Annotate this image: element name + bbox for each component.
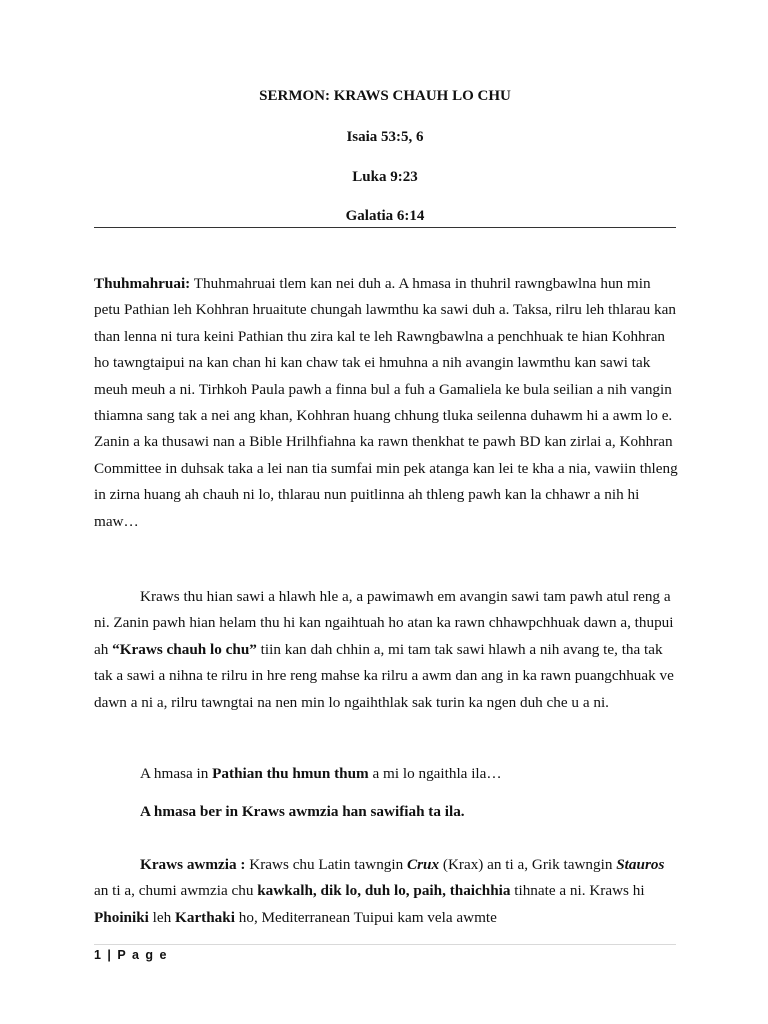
kraws-awmzia-label: Kraws awmzia : xyxy=(140,856,246,873)
para2-text-after: tiin kan dah chhin a, mi tam tak sawi hlawh a nih avang te, tha tak tak a sawi a nihna te rilru in hre reng mahse ka rilru a awm dan ang in ka rawn puangchhuak ve dawn a ni a, rilru tawngtai na nen min lo ngaihthlak sak turin ka ngen duh che u a ni. xyxy=(94,640,674,711)
para5-text-6: ho, Mediterranean Tuipui kam vela awmte xyxy=(234,908,497,926)
intro-label: Thuhmahruai: xyxy=(94,275,191,292)
para5-text-2: (Krax) an ti a, Grik tawngin xyxy=(439,856,617,873)
kraws-thu-paragraph xyxy=(94,584,680,716)
para2-text-before: Kraws thu hian sawi a hlawh hle a, a pawimawh em avangin sawi tam pawh atul reng a ni. Zanin pawh hian helam thu hi kan ngaihtuah ho atan ka rawn chhawpchhuak dawn a, thupui ah xyxy=(94,588,674,658)
intro-text: Thuhmahruai tlem kan nei duh a. A hmasa in thuhril rawngbawlna hun min petu Pathian leh Kohhran hruaitute chungah lawmthu ka sawi duh a. Taksa, rilru leh thlarau kan than lenna ni tura keini Pathian thu zira kal te leh Rawngbawlna a penchhuak te hian Kohhran ho tawngtaipui na kan chan hi kan chaw tak ei hmuhna a nih avangin lawmthu kan sawi tak meuh meuh a ni. Tirhkoh Paula pawh a finna bul a fuh a Gamaliela ke bula seilian a nih vangin thiamna sang tak a nei ang khan, Kohhran huang chhung tluka seilenna duhawm hi a awm lo e. Zanin a ka thusawi nan a Bible Hrilhfiahna ka rawn thenkhat te pawh BD kan zirlai a, Kohhran Committee in duhsak taka a lei nan tia sumfai min pek atanga kan lei te kha a nia, vawiin thleng in zirna huang ah chauh ni lo, thlarau nun puitlinna ah thleng pawh kan la chhawr a nih hi maw… xyxy=(94,275,678,530)
scripture-ref-isaia: Isaia 53:5, 6 xyxy=(346,129,424,145)
para5-text-5: leh xyxy=(148,908,176,926)
term-phoiniki: Phoiniki xyxy=(94,908,149,926)
para5-text-4: tihnate a ni. Kraws hi xyxy=(510,882,645,900)
para3-text-before: A hmasa in xyxy=(140,765,213,782)
scripture-ref-galatia: Galatia 6:14 xyxy=(345,208,425,224)
sermon-theme-quote: “Kraws chauh lo chu” xyxy=(112,640,257,658)
term-crux: Crux xyxy=(407,856,440,873)
scripture-ref-luka: Luka 9:23 xyxy=(352,169,418,185)
page-number-footer: 1 | P a g e xyxy=(94,948,168,962)
kraws-awmzia-paragraph xyxy=(94,852,680,931)
para5-text-1: Kraws chu Latin tawngin xyxy=(245,856,407,873)
pathian-thu-paragraph xyxy=(140,761,680,787)
header-divider xyxy=(94,227,676,228)
section-heading-kraws-awmzia: A hmasa ber in Kraws awmzia han sawifiah ta ila. xyxy=(140,803,465,820)
sermon-title: SERMON: KRAWS CHAUH LO CHU xyxy=(259,88,511,104)
term-karthaki: Karthaki xyxy=(175,908,235,926)
intro-paragraph xyxy=(94,271,680,535)
kraws-meanings: kawkalh, dik lo, duh lo, paih, thaichhia xyxy=(257,882,511,900)
term-stauros: Stauros xyxy=(616,856,665,873)
para5-text-3: an ti a, chumi awmzia chu xyxy=(94,882,258,900)
para3-bold-phrase: Pathian thu hmun thum xyxy=(212,765,369,782)
para3-text-after: a mi lo ngaithla ila… xyxy=(368,765,502,782)
footer-divider xyxy=(94,944,676,945)
